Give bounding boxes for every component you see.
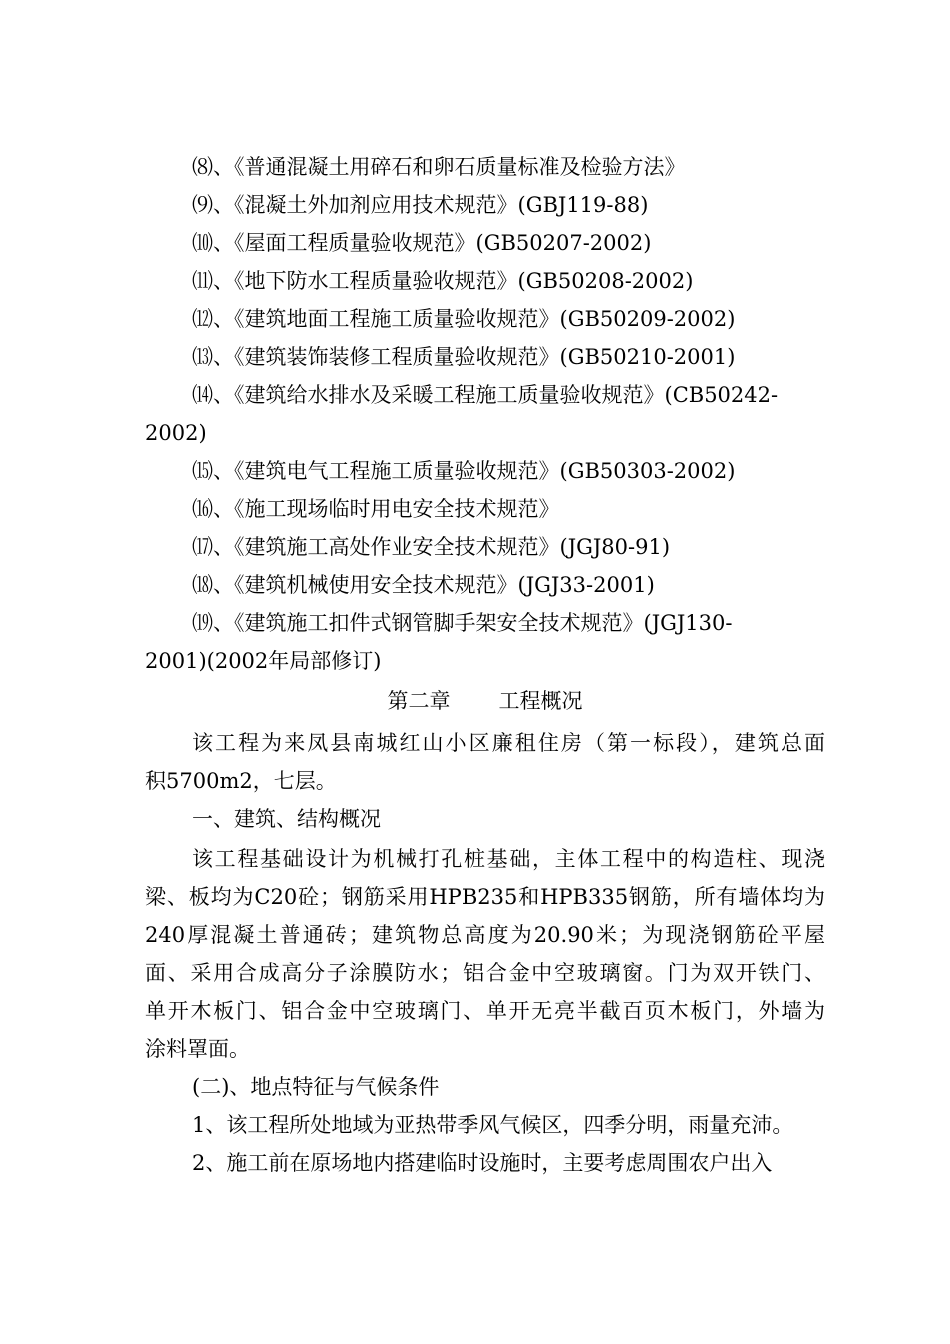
reference-item: ⒅、《建筑机械使用安全技术规范》(JGJ33-2001): [192, 573, 655, 597]
paragraph-line: 240厚混凝土普通砖；建筑物总高度为20.90米；为现浇钢筋砼平屋: [145, 923, 825, 947]
paragraph-line: 梁、板均为C20砼；钢筋采用HPB235和HPB335钢筋，所有墙体均为: [145, 885, 825, 909]
reference-item: ⒁、《建筑给水排水及采暖工程施工质量验收规范》(CB50242-: [192, 383, 779, 407]
reference-item: ⑾、《地下防水工程质量验收规范》(GB50208-2002): [192, 269, 694, 293]
reference-item-continuation: 2001)(2002年局部修订): [145, 649, 382, 673]
section-heading: 一、建筑、结构概况: [192, 807, 381, 831]
reference-item: ⒆、《建筑施工扣件式钢管脚手架安全技术规范》(JGJ130-: [192, 611, 733, 635]
chapter-heading: [145, 682, 825, 720]
reference-item: ⒀、《建筑装饰装修工程质量验收规范》(GB50210-2001): [192, 345, 736, 369]
paragraph-line: 面、采用合成高分子涂膜防水；铝合金中空玻璃窗。门为双开铁门、: [145, 961, 825, 985]
reference-item: ⑻、《普通混凝土用碎石和卵石质量标准及检验方法》: [192, 155, 686, 179]
reference-item: ⒄、《建筑施工高处作业安全技术规范》(JGJ80-91): [192, 535, 671, 559]
reference-item: ⒂、《建筑电气工程施工质量验收规范》(GB50303-2002): [192, 459, 736, 483]
paragraph-line: 该工程基础设计为机械打孔桩基础，主体工程中的构造柱、现浇: [192, 847, 825, 871]
paragraph-line: 单开木板门、铝合金中空玻璃门、单开无亮半截百页木板门，外墙为: [145, 999, 825, 1023]
reference-item: ⑼、《混凝土外加剂应用技术规范》(GBJ119-88): [192, 193, 649, 217]
chapter-title: 工程概况: [498, 689, 583, 713]
reference-item: ⒃、《施工现场临时用电安全技术规范》: [192, 497, 560, 521]
reference-item-continuation: 2002): [145, 421, 207, 445]
chapter-number: 第二章: [387, 689, 451, 713]
list-item: 1、该工程所处地域为亚热带季风气候区，四季分明，雨量充沛。: [192, 1113, 794, 1137]
overview-paragraph-line: 积5700m2，七层。: [145, 769, 337, 793]
reference-item: ⑿、《建筑地面工程施工质量验收规范》(GB50209-2002): [192, 307, 736, 331]
reference-item: ⑽、《屋面工程质量验收规范》(GB50207-2002): [192, 231, 652, 255]
list-item: 2、施工前在原场地内搭建临时设施时，主要考虑周围农户出入: [192, 1151, 773, 1175]
paragraph-line: 涂料罩面。: [145, 1037, 250, 1061]
overview-paragraph-line: 该工程为来凤县南城红山小区廉租住房（第一标段），建筑总面: [192, 731, 825, 755]
section-heading: (二)、地点特征与气候条件: [192, 1075, 440, 1099]
